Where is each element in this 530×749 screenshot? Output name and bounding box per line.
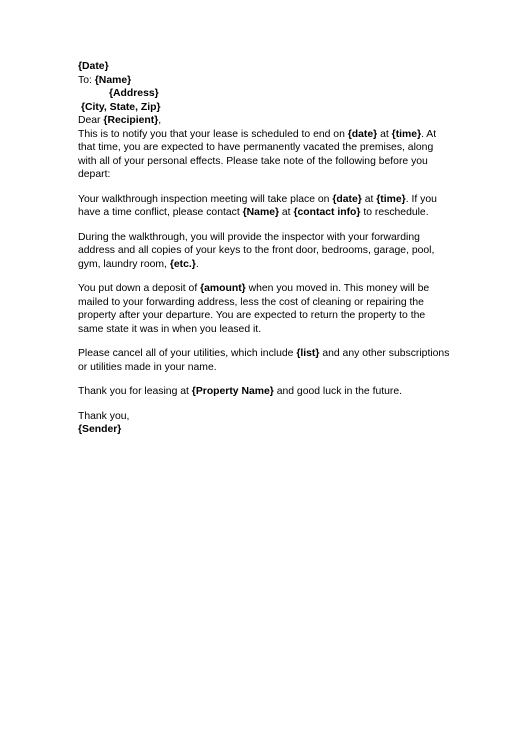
to-label: To: [78,74,92,86]
paragraph-line: that time, you are expected to have permanently vacated the premises, along [78,142,434,153]
closing: Thank you, [78,410,130,422]
salutation-prefix: Dear [78,115,101,126]
paragraph-line [78,128,498,142]
recipient-address: {Address} [109,88,159,99]
paragraph-line [78,347,498,361]
paragraph-thanks [78,385,498,399]
placeholder-amount: {amount} [200,283,246,294]
letter-date: {Date} [78,61,109,72]
paragraph-line: property after your departure. You are expected to return the property to the [78,310,426,321]
recipient-address-block [78,74,498,115]
salutation [78,114,498,128]
paragraph-line [78,206,498,220]
paragraph-line: address and all copies of your keys to the front door, bedrooms, garage, pool, [78,245,435,256]
paragraph-line: depart: [78,169,111,180]
paragraph-line: with all of your personal effects. Please take note of the following before you [78,155,428,167]
paragraph-line: or utilities made in your name. [78,361,217,373]
recipient-city-state-zip: {City, State, Zip} [81,101,161,113]
placeholder-contact-info: {contact info} [293,207,361,218]
text-run: when you moved in. This money will be [248,283,430,294]
placeholder-time: {time} [391,128,422,140]
text-run: . At [421,128,437,140]
paragraph-line [78,282,498,296]
placeholder-date: {date} [347,128,378,140]
paragraph-line: same state it was in when you leased it. [78,323,262,335]
address-line-name [78,74,498,88]
paragraph-utilities [78,347,498,374]
paragraph-walkthrough-meeting [78,193,498,220]
text-run: and any other subscriptions [322,348,450,359]
text-run: . [195,258,199,270]
paragraph-line [78,193,498,207]
placeholder-list: {list} [296,348,320,359]
placeholder-date: {date} [332,193,362,205]
text-run: Please cancel all of your utilities, which include [78,348,294,359]
paragraph-line [78,258,498,272]
salutation-suffix: , [158,115,162,126]
paragraph-walkthrough-keys [78,231,498,272]
letter-document [78,60,498,437]
recipient-name: {Name} [94,74,132,86]
placeholder-property-name: {Property Name} [191,386,274,397]
salutation-recipient: {Recipient} [103,115,159,126]
text-run: . If you [405,193,437,205]
text-run: This is to notify you that your lease is scheduled to end on [78,128,345,140]
paragraph-line [78,385,498,399]
placeholder-name: {Name} [242,207,280,218]
text-run: and good luck in the future. [276,386,403,397]
paragraph-deposit [78,282,498,336]
text-run: at [380,128,389,140]
text-run: gym, laundry room, [78,258,167,270]
text-run: You put down a deposit of [78,283,198,294]
paragraph-line: mailed to your forwarding address, less the cost of cleaning or repairing the [78,296,424,308]
text-run: have a time conflict, please contact [78,207,240,218]
text-run: Thank you for leasing at [78,386,189,397]
text-run: Your walkthrough inspection meeting will take place on [78,193,330,205]
paragraph-line: During the walkthrough, you will provide the inspector with your forwarding [78,231,420,243]
placeholder-time: {time} [376,193,406,205]
paragraph-lease-end [78,128,498,182]
sender-signature: {Sender} [78,424,122,435]
text-run: at [281,207,291,218]
text-run: at [364,193,374,205]
text-run: to reschedule. [363,207,429,218]
placeholder-etc: {etc.} [169,258,196,270]
